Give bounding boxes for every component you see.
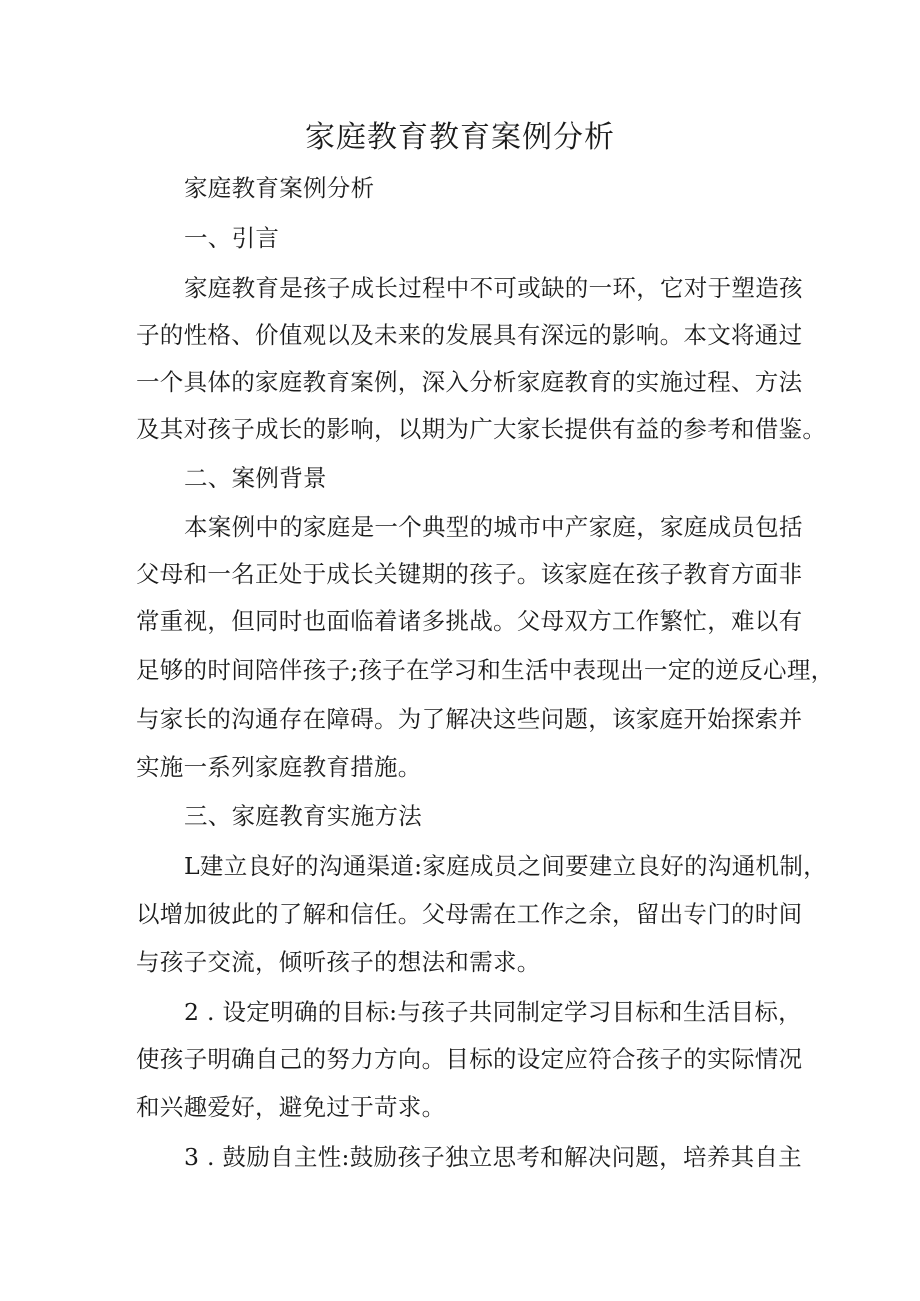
list-item-line: 3 . 鼓励自主性:鼓励孩子独立思考和解决问题，培养其自主: [184, 1143, 802, 1171]
paragraph-line: 及其对孩子成长的影响，以期为广大家长提供有益的参考和借鉴。: [136, 415, 827, 443]
paragraph-line: 使孩子明确自己的努力方向。目标的设定应符合孩子的实际情况: [136, 1045, 803, 1073]
paragraph-line: 和兴趣爱好，避免过于苛求。: [136, 1093, 446, 1121]
paragraph-line: 一个具体的家庭教育案例，深入分析家庭教育的实施过程、方法: [136, 368, 803, 396]
paragraph-line: 与家长的沟通存在障碍。为了解决这些问题，该家庭开始探索并: [136, 705, 803, 733]
heading-case-background: 二、案例背景: [184, 464, 327, 492]
list-item-line: 2 . 设定明确的目标:与孩子共同制定学习目标和生活目标，: [184, 998, 802, 1026]
paragraph-line: 实施一系列家庭教育措施。: [136, 753, 422, 781]
document-title: 家庭教育教育案例分析: [305, 120, 615, 155]
paragraph-line: 子的性格、价值观以及未来的发展具有深远的影响。本文将通过: [136, 321, 803, 349]
heading-introduction: 一、引言: [184, 224, 280, 252]
paragraph-line: 父母和一名正处于成长关键期的孩子。该家庭在孩子教育方面非: [136, 560, 803, 588]
paragraph-line: 本案例中的家庭是一个典型的城市中产家庭，家庭成员包括: [184, 513, 803, 541]
paragraph-line: 与孩子交流，倾听孩子的想法和需求。: [136, 948, 541, 976]
paragraph-line: 常重视，但同时也面临着诸多挑战。父母双方工作繁忙，难以有: [136, 607, 803, 635]
heading-implementation-methods: 三、家庭教育实施方法: [184, 802, 422, 830]
list-item-line: L建立良好的沟通渠道:家庭成员之间要建立良好的沟通机制，: [184, 852, 827, 880]
paragraph-line: 足够的时间陪伴孩子;孩子在学习和生活中表现出一定的逆反心理，: [136, 656, 835, 684]
paragraph-line: 家庭教育是孩子成长过程中不可或缺的一环，它对于塑造孩: [184, 274, 803, 302]
paragraph-line: 以增加彼此的了解和信任。父母需在工作之余，留出专门的时间: [136, 900, 803, 928]
subtitle-line: 家庭教育案例分析: [184, 174, 375, 202]
